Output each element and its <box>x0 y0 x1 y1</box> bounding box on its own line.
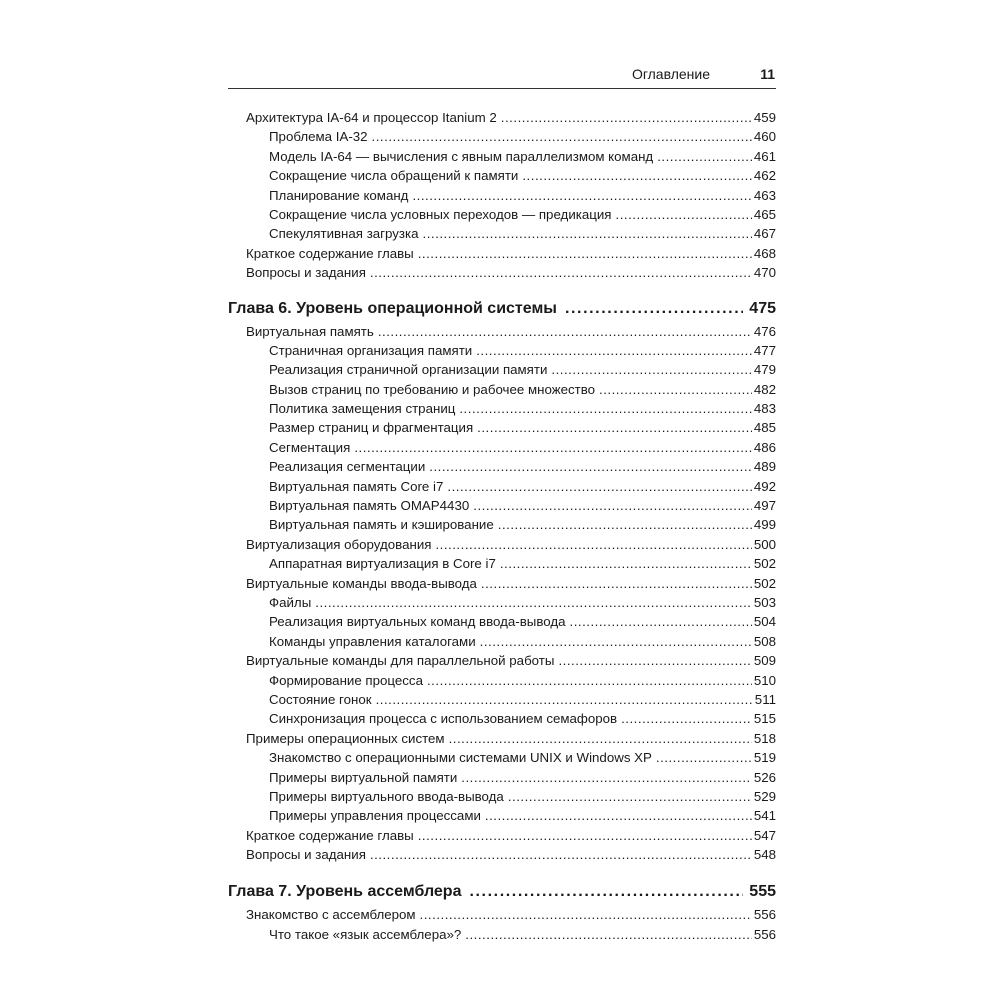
toc-chapter-entry <box>228 298 776 320</box>
toc-section-entry <box>228 244 776 263</box>
dot-leader <box>469 881 743 903</box>
toc-section-entry <box>228 826 776 845</box>
toc-entry-title: Синхронизация процесса с использованием семафоров <box>269 711 618 727</box>
toc-entry-title: Формирование процесса <box>269 672 423 688</box>
toc-section-entry <box>228 905 776 924</box>
dot-leader <box>429 457 752 476</box>
toc-entry-title: Виртуальная память Core i7 <box>269 478 444 494</box>
dot-leader <box>616 205 752 224</box>
toc-entry-title: Виртуализация оборудования <box>246 536 432 552</box>
toc-entry-page-number: 483 <box>753 401 776 417</box>
toc-entry-page-number: 502 <box>753 556 776 572</box>
toc-entry-title: Глава 6. Уровень операционной системы <box>228 299 557 317</box>
toc-entry-page-number: 541 <box>753 808 776 824</box>
toc-section-entry <box>228 263 776 282</box>
dot-leader <box>370 845 752 864</box>
toc-subsection-entry <box>228 127 776 146</box>
toc-entry-page-number: 479 <box>753 362 776 378</box>
toc-subsection-entry <box>228 360 776 379</box>
dot-leader <box>465 925 752 944</box>
toc-subsection-entry <box>228 147 776 166</box>
toc-entry-title: Знакомство с операционными системами UNIX и Windows XP <box>269 750 652 766</box>
toc-entry-title: Примеры виртуального ввода-вывода <box>269 788 504 804</box>
dot-leader <box>376 690 753 709</box>
toc-entry-title: Примеры операционных систем <box>246 730 445 746</box>
toc-section-entry <box>228 651 776 670</box>
toc-entry-page-number: 462 <box>753 168 776 184</box>
dot-leader <box>412 186 751 205</box>
header-divider <box>228 88 776 89</box>
dot-leader <box>423 224 752 243</box>
toc-entry-page-number: 486 <box>753 439 776 455</box>
toc-entry-title: Проблема IA-32 <box>269 129 368 145</box>
dot-leader <box>370 263 752 282</box>
dot-leader <box>558 651 751 670</box>
toc-subsection-entry <box>228 477 776 496</box>
toc-entry-title: Планирование команд <box>269 187 409 203</box>
toc-subsection-entry <box>228 205 776 224</box>
toc-entry-page-number: 467 <box>753 226 776 242</box>
dot-leader <box>599 380 752 399</box>
toc-entry-title: Политика замещения страниц <box>269 401 456 417</box>
toc-entry-title: Архитектура IA-64 и процессор Itanium 2 <box>246 110 497 125</box>
dot-leader <box>459 399 751 418</box>
toc-entry-page-number: 502 <box>753 575 776 591</box>
toc-entry-page-number: 511 <box>754 691 776 707</box>
toc-section-entry <box>228 574 776 593</box>
toc-subsection-entry <box>228 515 776 534</box>
dot-leader <box>354 438 752 457</box>
dot-leader <box>522 166 751 185</box>
dot-leader <box>480 632 752 651</box>
dot-leader <box>477 418 752 437</box>
dot-leader <box>621 709 752 728</box>
dot-leader <box>565 298 743 320</box>
toc-entry-page-number: 509 <box>753 653 776 669</box>
toc-entry-page-number: 461 <box>753 148 776 164</box>
toc-entry-page-number: 519 <box>753 750 776 766</box>
toc-section-entry <box>228 729 776 748</box>
toc-subsection-entry <box>228 457 776 476</box>
toc-entry-page-number: 492 <box>753 478 776 494</box>
dot-leader <box>447 477 751 496</box>
toc-subsection-entry <box>228 224 776 243</box>
toc-entry-page-number: 460 <box>753 129 776 145</box>
toc-entry-title: Файлы <box>269 594 312 610</box>
toc-entry-page-number: 518 <box>753 730 776 746</box>
toc-subsection-entry <box>228 554 776 573</box>
toc-entry-page-number: 477 <box>753 342 776 358</box>
toc-entry-page-number: 475 <box>749 299 776 317</box>
toc-section-entry <box>228 322 776 341</box>
toc-subsection-entry <box>228 496 776 515</box>
dot-leader <box>501 108 752 127</box>
toc-entry-page-number: 504 <box>753 614 776 630</box>
toc-entry-title: Реализация страничной организации памяти <box>269 362 548 378</box>
toc-entry-page-number: 463 <box>753 187 776 203</box>
toc-entry-page-number: 500 <box>753 536 776 552</box>
toc-entry-title: Глава 7. Уровень ассемблера <box>228 883 462 901</box>
dot-leader <box>378 322 752 341</box>
toc-subsection-entry <box>228 806 776 825</box>
toc-entry-title: Виртуальная память <box>246 323 374 339</box>
toc-subsection-entry <box>228 690 776 709</box>
toc-section-entry <box>228 535 776 554</box>
toc-entry-page-number: 497 <box>753 498 776 514</box>
dot-leader <box>508 787 752 806</box>
toc-entry-page-number: 468 <box>753 245 776 261</box>
toc-subsection-entry <box>228 418 776 437</box>
toc-entry-title: Виртуальная память OMAP4430 <box>269 498 470 514</box>
dot-leader <box>372 127 752 146</box>
toc-entry-page-number: 470 <box>753 265 776 281</box>
toc-entry-title: Реализация виртуальных команд ввода-вывода <box>269 614 566 630</box>
toc-entry-title: Примеры виртуальной памяти <box>269 769 458 785</box>
dot-leader <box>435 535 751 554</box>
toc-entry-title: Вопросы и задания <box>246 847 366 863</box>
toc-entry-page-number: 499 <box>753 517 776 533</box>
toc-entry-title: Команды управления каталогами <box>269 633 476 649</box>
toc-entry-title: Что такое «язык ассемблера»? <box>269 926 462 942</box>
toc-entry-title: Примеры управления процессами <box>269 808 481 824</box>
toc-section-entry <box>228 845 776 864</box>
toc-entry-title: Размер страниц и фрагментация <box>269 420 474 436</box>
dot-leader <box>449 729 752 748</box>
dot-leader <box>500 554 752 573</box>
running-header-section-title: Оглавление <box>631 66 710 82</box>
toc-entry-title: Знакомство с ассемблером <box>246 907 416 923</box>
toc-chapter-entry <box>228 881 776 903</box>
dot-leader <box>418 826 752 845</box>
toc-entry-title: Краткое содержание главы <box>246 827 414 843</box>
toc-entry-page-number: 555 <box>749 883 776 901</box>
toc-entry-page-number: 515 <box>753 711 776 727</box>
dot-leader <box>551 360 751 379</box>
toc-subsection-entry <box>228 632 776 651</box>
toc-entry-title: Краткое содержание главы <box>246 245 414 261</box>
dot-leader <box>570 612 752 631</box>
toc-entry-title: Вопросы и задания <box>246 265 366 281</box>
toc-subsection-entry <box>228 709 776 728</box>
dot-leader <box>461 768 752 787</box>
table-of-contents <box>228 108 776 944</box>
toc-entry-page-number: 556 <box>753 907 776 923</box>
dot-leader <box>656 748 752 767</box>
dot-leader <box>481 574 752 593</box>
toc-entry-page-number: 476 <box>753 323 776 339</box>
dot-leader <box>427 671 752 690</box>
toc-entry-page-number: 547 <box>753 827 776 843</box>
toc-section-entry <box>228 108 776 127</box>
toc-subsection-entry <box>228 593 776 612</box>
toc-entry-page-number: 503 <box>753 594 776 610</box>
toc-entry-title: Аппаратная виртуализация в Core i7 <box>269 556 496 572</box>
toc-entry-page-number: 465 <box>753 206 776 222</box>
toc-entry-title: Спекулятивная загрузка <box>269 226 419 242</box>
toc-subsection-entry <box>228 438 776 457</box>
toc-subsection-entry <box>228 925 776 944</box>
toc-subsection-entry <box>228 166 776 185</box>
toc-entry-page-number: 485 <box>753 420 776 436</box>
dot-leader <box>657 147 752 166</box>
toc-entry-page-number: 556 <box>753 926 776 942</box>
toc-entry-page-number: 489 <box>753 459 776 475</box>
dot-leader <box>498 515 752 534</box>
toc-entry-title: Модель IA-64 — вычисления с явным параллелизмом команд <box>269 148 654 164</box>
running-header-page-number: 11 <box>760 66 775 82</box>
toc-subsection-entry <box>228 399 776 418</box>
toc-entry-title: Страничная организация памяти <box>269 342 473 358</box>
toc-subsection-entry <box>228 341 776 360</box>
toc-entry-page-number: 482 <box>753 381 776 397</box>
toc-subsection-entry <box>228 768 776 787</box>
toc-subsection-entry <box>228 380 776 399</box>
toc-entry-page-number: 508 <box>753 633 776 649</box>
toc-entry-page-number: 526 <box>753 769 776 785</box>
dot-leader <box>485 806 752 825</box>
toc-subsection-entry <box>228 186 776 205</box>
toc-entry-page-number: 529 <box>753 788 776 804</box>
dot-leader <box>315 593 752 612</box>
toc-entry-title: Реализация сегментации <box>269 459 426 475</box>
running-header <box>228 64 776 84</box>
toc-entry-page-number: 510 <box>753 672 776 688</box>
toc-subsection-entry <box>228 612 776 631</box>
toc-subsection-entry <box>228 787 776 806</box>
dot-leader <box>473 496 752 515</box>
dot-leader <box>476 341 752 360</box>
toc-entry-title: Сегментация <box>269 439 351 455</box>
dot-leader <box>420 905 752 924</box>
toc-entry-title: Сокращение числа обращений к памяти <box>269 168 519 184</box>
toc-entry-page-number: 548 <box>753 847 776 863</box>
toc-entry-page-number: 459 <box>753 110 776 125</box>
toc-entry-title: Состояние гонок <box>269 691 372 707</box>
toc-entry-title: Виртуальная память и кэширование <box>269 517 494 533</box>
toc-entry-title: Вызов страниц по требованию и рабочее множество <box>269 381 596 397</box>
toc-entry-title: Сокращение числа условных переходов — предикация <box>269 206 612 222</box>
toc-entry-title: Виртуальные команды для параллельной работы <box>246 653 555 669</box>
toc-subsection-entry <box>228 748 776 767</box>
toc-subsection-entry <box>228 671 776 690</box>
dot-leader <box>418 244 752 263</box>
toc-entry-title: Виртуальные команды ввода-вывода <box>246 575 477 591</box>
